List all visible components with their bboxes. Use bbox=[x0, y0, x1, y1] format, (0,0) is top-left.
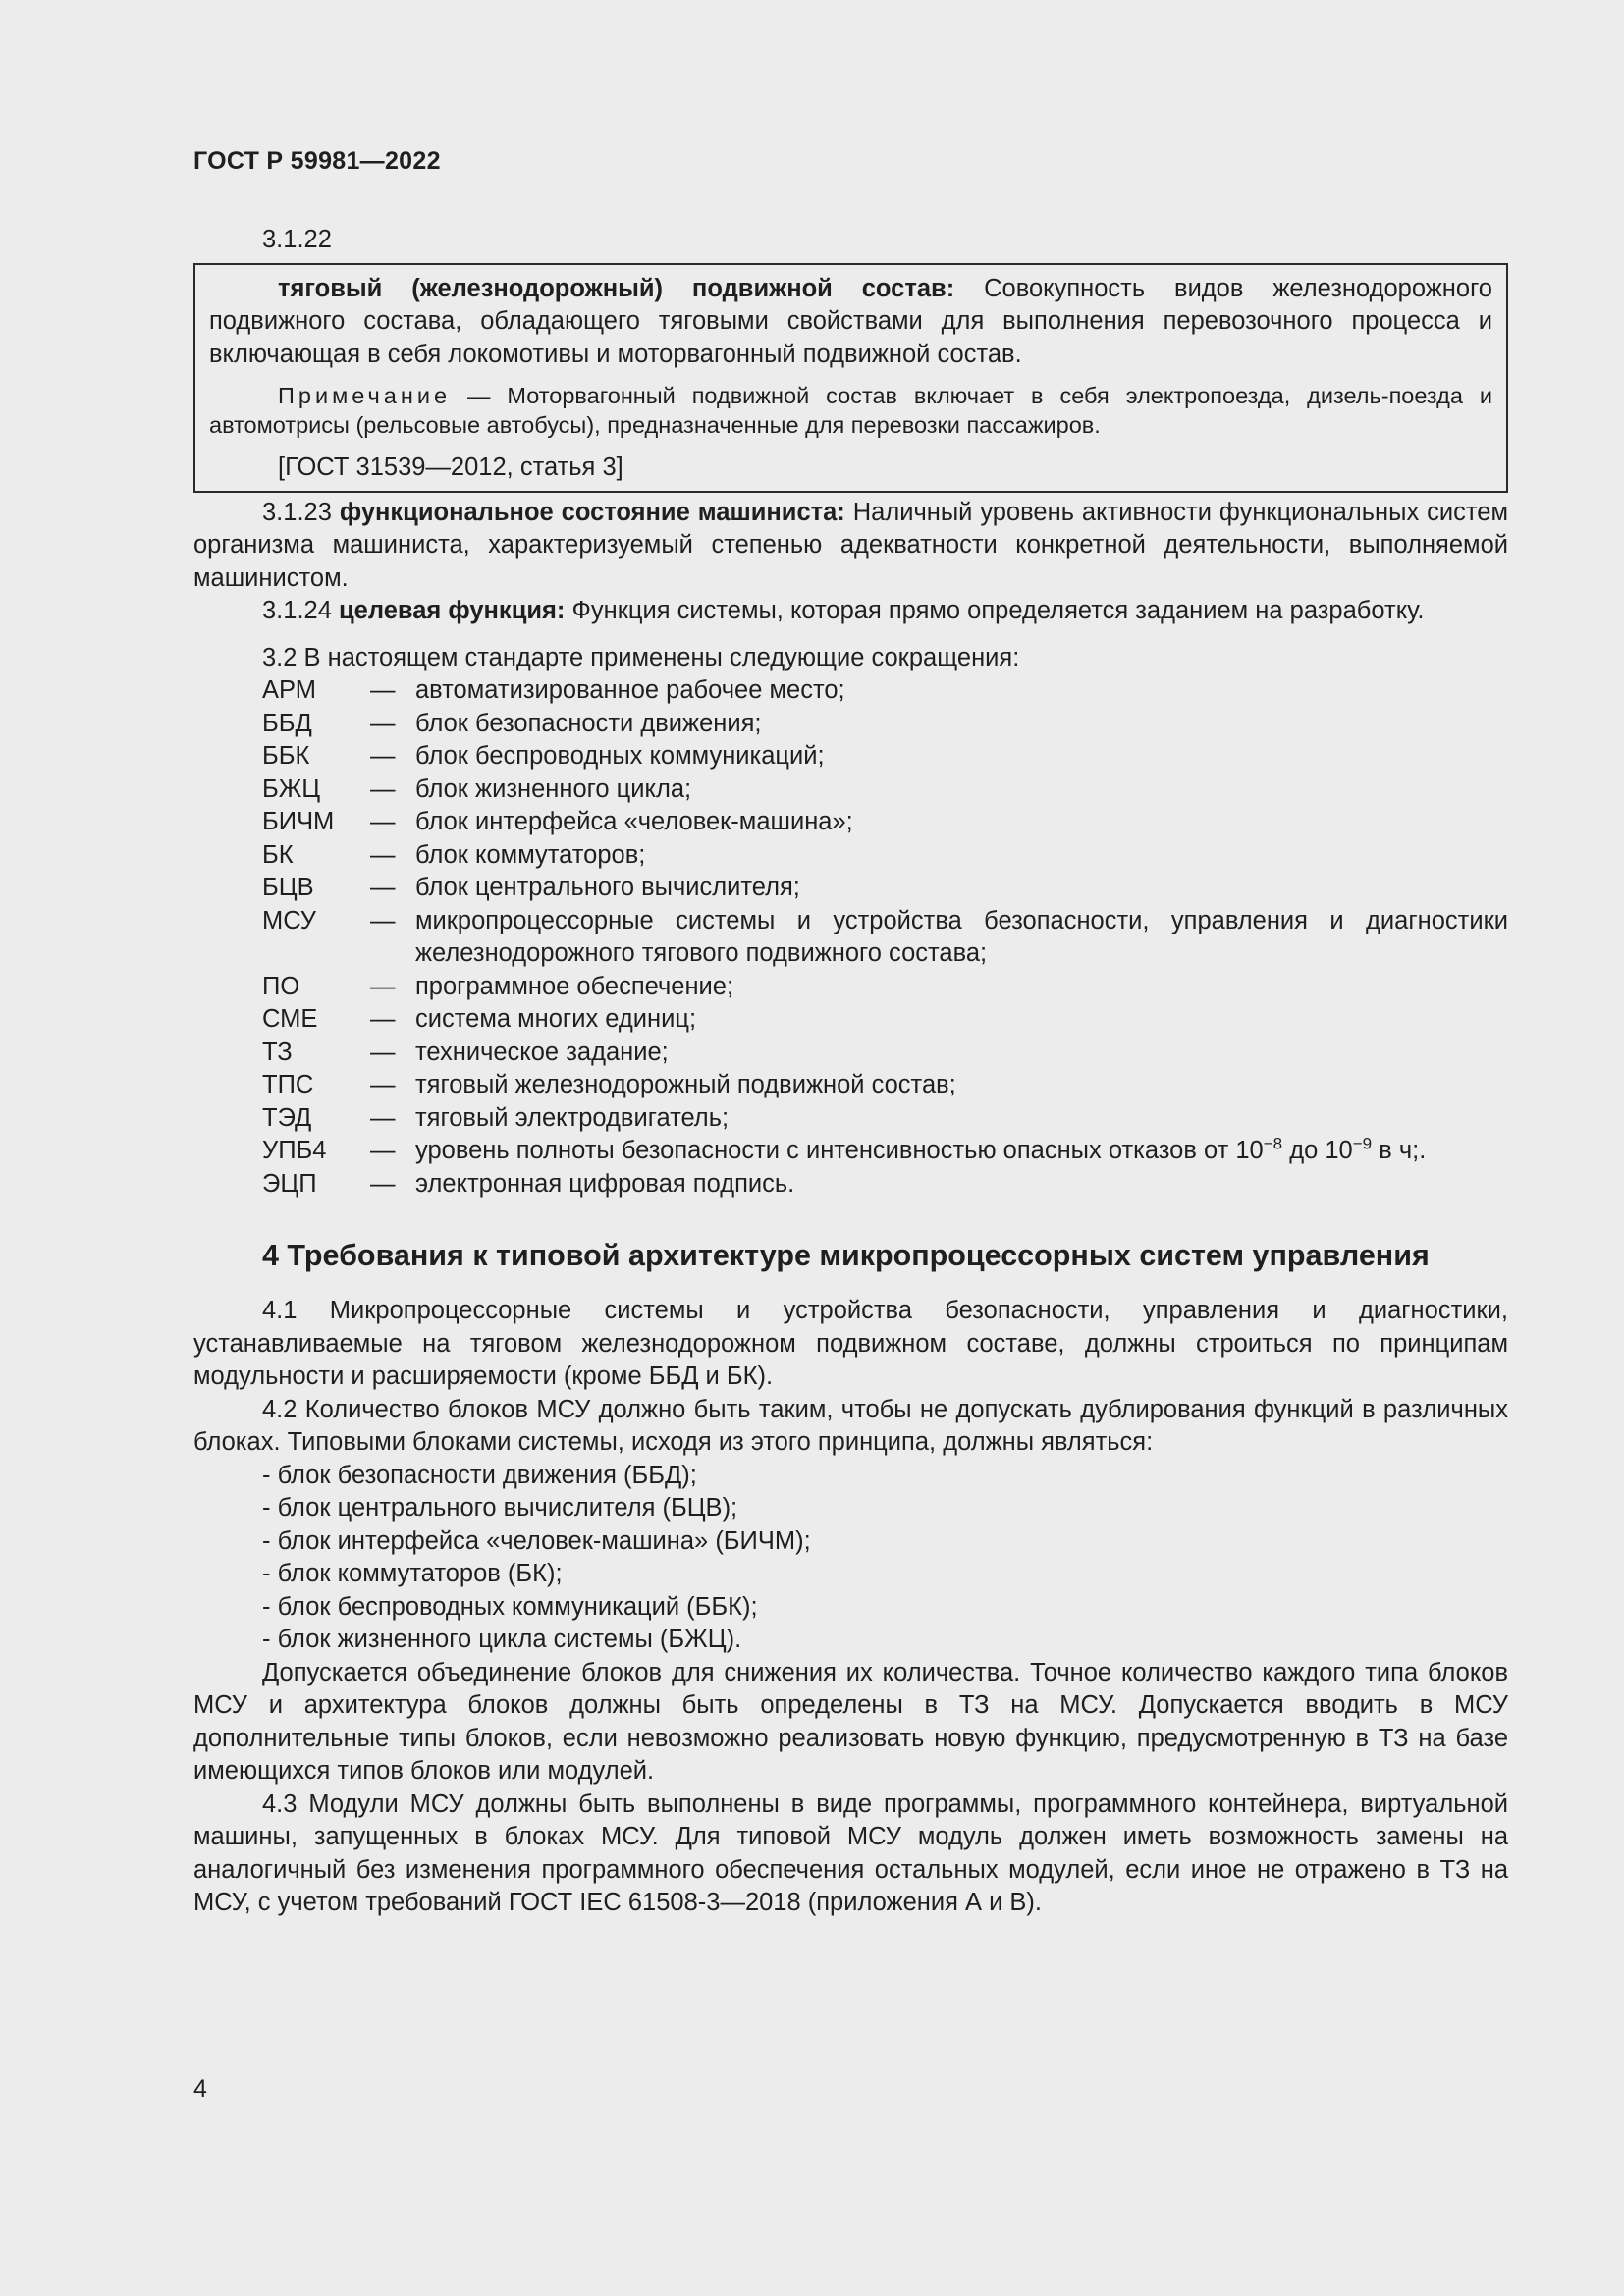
term-3-1-24: целевая функция: bbox=[338, 597, 566, 624]
paragraph-4-2: 4.2 Количество блоков МСУ должно быть таким, чтобы не допускать дублирования функций в различных блоках. Типовыми блоками системы, исходя из этого принципа, должны являться: bbox=[193, 1395, 1508, 1456]
note-label: Примечание bbox=[278, 383, 452, 408]
abbreviation-term: АРМ bbox=[262, 676, 316, 704]
abbreviation-term: БК bbox=[262, 840, 294, 869]
abbreviation-definition: блок центрального вычислителя; bbox=[415, 874, 800, 901]
page-content bbox=[193, 224, 1508, 1920]
abbreviation-row bbox=[193, 1102, 1508, 1136]
abbreviation-row bbox=[193, 1003, 1508, 1037]
paragraph-4-1: 4.1 Микропроцессорные системы и устройства безопасности, управления и диагностики, устанавливаемые на тяговом железнодорожном подвижном составе, должны строиться по принципам модульности и расширяемости (кроме ББД и БК). bbox=[193, 1297, 1508, 1390]
note-3-1-22: Примечание — Моторвагонный подвижной состав включает в себя электропоезда, дизель-поезда и автомотрисы (рельсовые автобусы), предназначенные для перевозки пассажиров. bbox=[209, 383, 1492, 438]
abbreviation-definition: блок безопасности движения; bbox=[415, 709, 762, 737]
paragraph-4-3: 4.3 Модули МСУ должны быть выполнены в виде программы, программного контейнера, виртуальной машины, запущенных в блоках МСУ. Для типовой МСУ модуль должен иметь возможность замены на аналогичный без изменения программного обеспечения остальных модулей, если иное не отражено в ТЗ на МСУ, с учетом требований ГОСТ IEC 61508-3—2018 (приложения А и В). bbox=[193, 1789, 1508, 1916]
term-3-1-23: функциональное состояние машиниста: bbox=[339, 498, 845, 526]
abbreviation-definition: тяговый электродвигатель; bbox=[415, 1103, 730, 1132]
abbreviation-dash: — bbox=[370, 774, 396, 803]
abbreviation-term: ТЭД bbox=[262, 1103, 312, 1132]
definition-box-3-1-22 bbox=[193, 263, 1508, 493]
abbreviation-term: БЖЦ bbox=[262, 774, 321, 803]
abbreviation-row bbox=[193, 971, 1508, 1004]
abbreviation-term: ББД bbox=[262, 709, 312, 737]
abbreviation-dash: — bbox=[370, 1071, 396, 1098]
abbreviation-definition: программное обеспечение; bbox=[415, 972, 734, 1000]
abbreviation-row bbox=[193, 905, 1508, 971]
abbreviation-term: БИЧМ bbox=[262, 808, 335, 835]
abbreviation-row bbox=[193, 839, 1508, 873]
abbreviation-definition: блок интерфейса «человек-машина»; bbox=[415, 808, 853, 835]
abbreviation-definition: микропроцессорные системы и устройства безопасности, управления и диагностики железнодорожного тягового подвижного состава; bbox=[415, 906, 1508, 967]
abbreviation-dash: — bbox=[370, 906, 396, 934]
abbreviation-row bbox=[193, 740, 1508, 774]
abbreviation-term: ПО bbox=[262, 972, 300, 1000]
abbreviation-dash: — bbox=[370, 840, 396, 869]
abbreviation-dash: — bbox=[370, 1005, 396, 1033]
abbreviation-row bbox=[193, 872, 1508, 905]
abbreviation-row bbox=[193, 806, 1508, 839]
abbreviation-term: ТПС bbox=[262, 1071, 314, 1098]
abbreviation-definition: блок коммутаторов; bbox=[415, 840, 646, 869]
list-item: - блок интерфейса «человек-машина» (БИЧМ); bbox=[262, 1526, 811, 1555]
abbreviation-row bbox=[193, 774, 1508, 807]
abbreviation-definition: блок беспроводных коммуникаций; bbox=[415, 742, 825, 770]
abbreviation-dash: — bbox=[370, 676, 396, 704]
page-number: 4 bbox=[193, 2075, 207, 2103]
abbreviation-definition: автоматизированное рабочее место; bbox=[415, 676, 845, 704]
abbreviations-intro: 3.2 В настоящем стандарте применены следующие сокращения: bbox=[262, 643, 1020, 671]
abbreviation-row bbox=[193, 1069, 1508, 1102]
abbreviation-term: ТЗ bbox=[262, 1038, 293, 1066]
abbreviation-definition: тяговый железнодорожный подвижной состав; bbox=[415, 1071, 956, 1098]
definition-3-1-23: 3.1.23 функциональное состояние машиниста: Наличный уровень активности функциональных систем организма машиниста, характеризуемый степенью адекватности конкретной деятельности, выполняемой машинистом. bbox=[193, 498, 1508, 592]
definition-3-1-24: 3.1.24 целевая функция: Функция системы, которая прямо определяется заданием на разработку. bbox=[262, 597, 1425, 624]
abbreviation-dash: — bbox=[370, 972, 396, 1000]
abbreviation-row bbox=[193, 708, 1508, 741]
abbreviation-term: ББК bbox=[262, 742, 310, 770]
list-item: - блок коммутаторов (БК); bbox=[262, 1560, 563, 1587]
abbreviation-row-upb4: УПБ4 — уровень полноты безопасности с интенсивностью опасных отказов от $10^{-8}$ до $10^{-9}$ в ч;. bbox=[262, 1134, 1427, 1164]
list-item: - блок центрального вычислителя (БЦВ); bbox=[262, 1494, 738, 1522]
abbreviation-row bbox=[193, 1037, 1508, 1070]
abbreviation-dash: — bbox=[370, 808, 396, 835]
abbreviation-row-ecp: ЭЦП — электронная цифровая подпись. bbox=[262, 1169, 795, 1198]
abbreviation-definition: блок жизненного цикла; bbox=[415, 774, 692, 803]
abbreviation-term: СМЕ bbox=[262, 1005, 318, 1033]
document-header: ГОСТ Р 59981—2022 bbox=[193, 147, 441, 175]
abbreviation-term: МСУ bbox=[262, 906, 317, 934]
paragraph-combine: Допускается объединение блоков для снижения их количества. Точное количество каждого типа блоков МСУ и архитектура блоков должны быть определены в ТЗ на МСУ. Допускается вводить в МСУ дополнительные типы блоков, если невозможно реализовать новую функцию, предусмотренную в ТЗ на базе имеющихся типов блоков или модулей. bbox=[193, 1658, 1508, 1785]
abbreviation-dash: — bbox=[370, 1103, 396, 1132]
typical-blocks-list bbox=[193, 1460, 1508, 1657]
abbreviation-dash: — bbox=[370, 1038, 396, 1066]
list-item: - блок безопасности движения (ББД); bbox=[262, 1461, 697, 1489]
list-item: - блок беспроводных коммуникаций (ББК); bbox=[262, 1592, 758, 1621]
term-3-1-22: тяговый (железнодорожный) подвижной состав: bbox=[278, 274, 955, 302]
abbreviation-dash: — bbox=[370, 709, 396, 737]
definition-3-1-22: тяговый (железнодорожный) подвижной состав: Совокупность видов железнодорожного подвижного состава, обладающего тяговыми свойствами для выполнения перевозочного процесса и включающая в себя локомотивы и моторвагонный подвижной состав. bbox=[209, 274, 1492, 368]
abbreviation-definition: техническое задание; bbox=[415, 1038, 669, 1066]
abbreviation-row bbox=[193, 674, 1508, 708]
section-4-heading: 4 Требования к типовой архитектуре микропроцессорных систем управления bbox=[262, 1239, 1430, 1272]
source-reference: [ГОСТ 31539—2012, статья 3] bbox=[278, 454, 623, 481]
abbreviation-dash: — bbox=[370, 874, 396, 901]
abbreviation-term: БЦВ bbox=[262, 874, 314, 901]
abbreviations-list bbox=[193, 674, 1508, 1135]
abbreviation-definition: система многих единиц; bbox=[415, 1005, 697, 1033]
clause-number-3-1-22: 3.1.22 bbox=[262, 226, 332, 253]
abbreviation-dash: — bbox=[370, 742, 396, 770]
list-item: - блок жизненного цикла системы (БЖЦ). bbox=[262, 1626, 742, 1653]
